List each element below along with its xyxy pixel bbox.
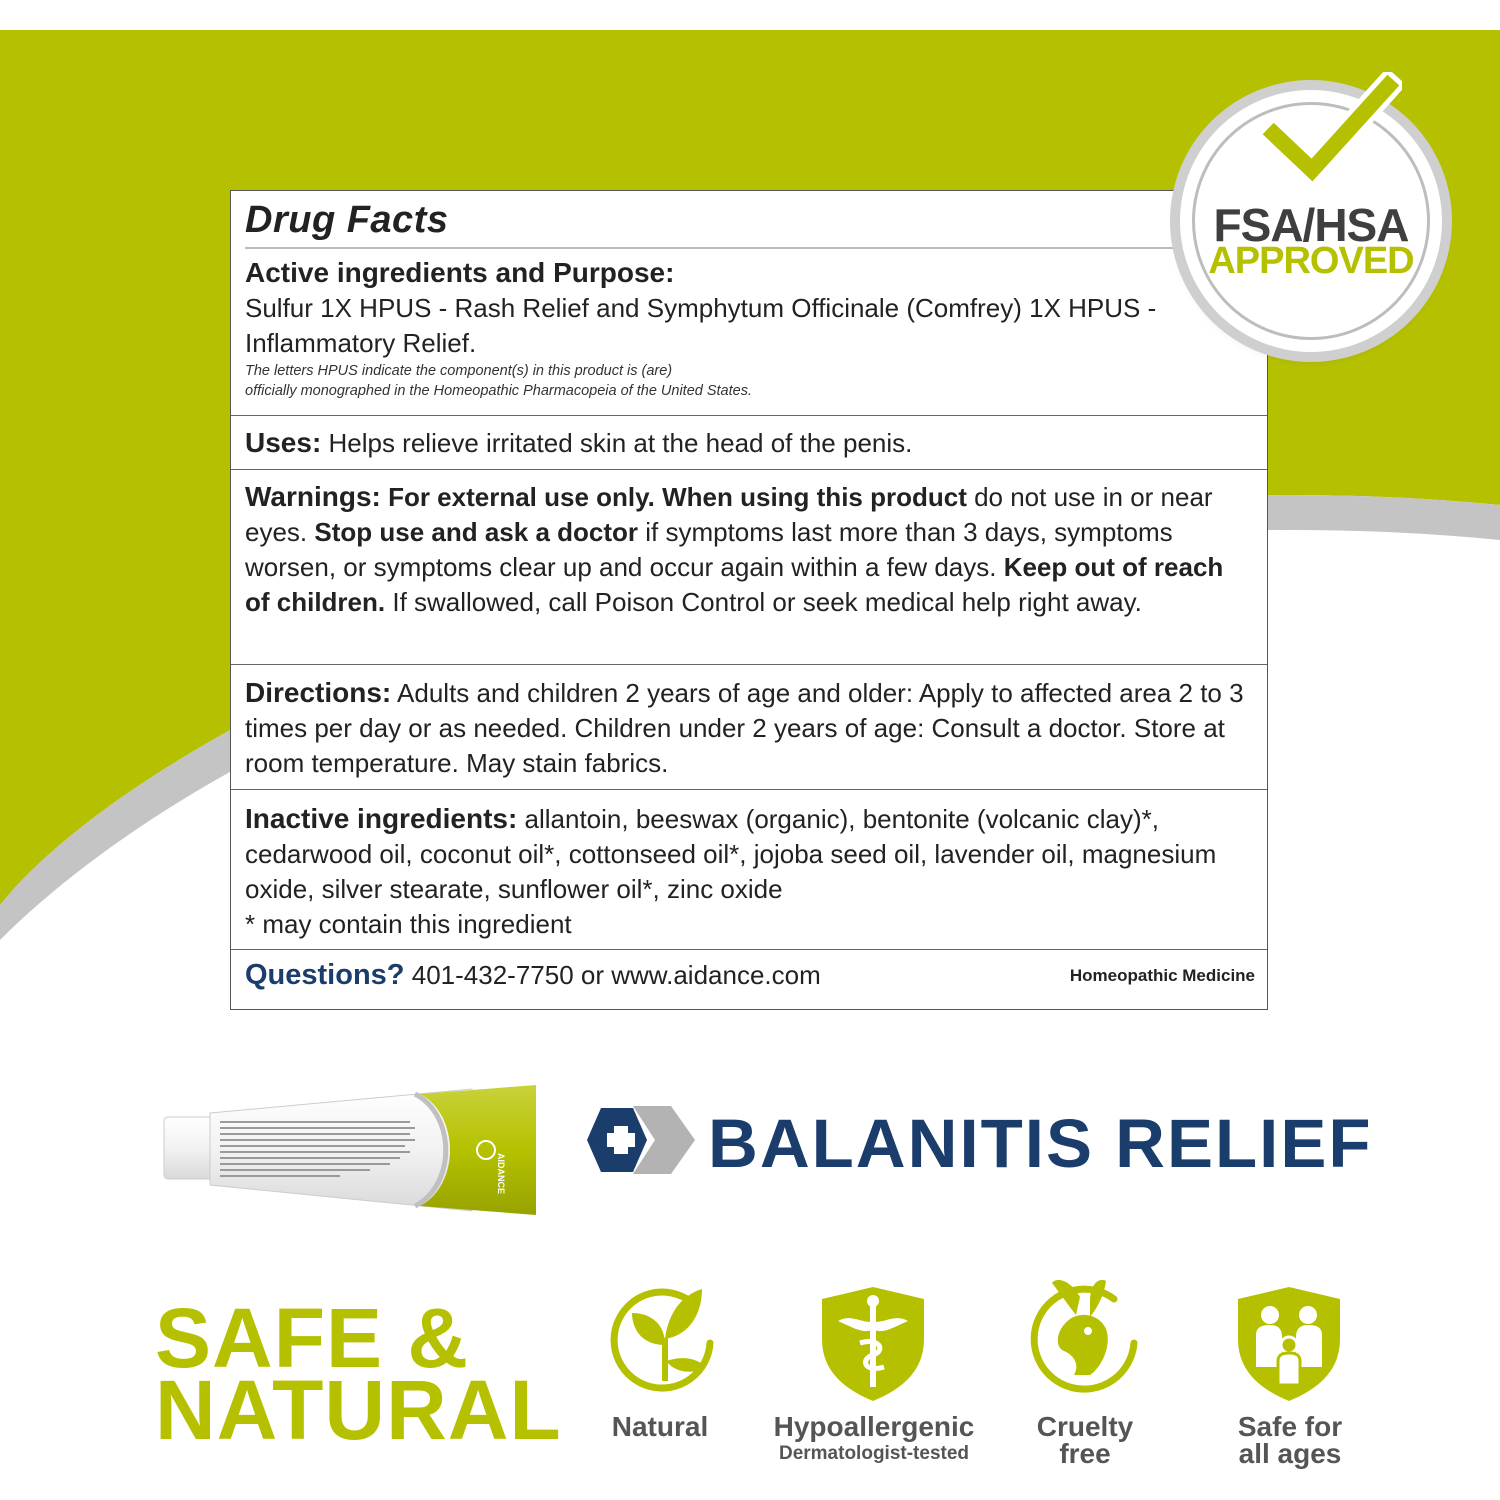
warnings-bold-1: For external use only. When using this product xyxy=(380,482,967,512)
free-text: free xyxy=(1059,1438,1111,1469)
cruelty-text: Cruelty xyxy=(1036,1411,1134,1442)
directions-text: Adults and children 2 years of age and older: Apply to affected area 2 to 3 times per day or as needed. Children under 2 years of age: Consult a doctor. Store at room temperature. May stain fabrics. xyxy=(245,678,1244,778)
warnings-section xyxy=(231,479,1267,620)
rabbit-icon xyxy=(1030,1275,1145,1400)
warnings-bold-2: Stop use and ask a doctor xyxy=(307,517,639,547)
inactive-ingredients-section xyxy=(231,801,1267,942)
inactive-footnote: * may contain this ingredient xyxy=(245,909,572,939)
safe-natural-title xyxy=(155,1291,562,1457)
active-ingredients-text: Sulfur 1X HPUS - Rash Relief and Symphytum Officinale (Comfrey) 1X HPUS - Inflammatory Relief. xyxy=(245,293,1157,358)
all-ages-text: all ages xyxy=(1238,1438,1342,1469)
family-shield-icon xyxy=(1234,1285,1344,1403)
safe-for-text: Safe for xyxy=(1237,1411,1343,1442)
product-tube-image xyxy=(160,1085,540,1215)
section-divider xyxy=(231,789,1267,790)
hypoallergenic-text: Hypoallergenic xyxy=(773,1411,975,1442)
warnings-bold-3: Keep out of reach of children. xyxy=(245,552,1224,617)
hpus-note-line2: officially monographed in the Homeopathic Pharmacopeia of the United States. xyxy=(245,383,752,399)
hpus-note-line1: The letters HPUS indicate the component(s) in this product is (are) xyxy=(245,363,673,379)
tube-brand-text: AIDANCE xyxy=(496,1153,506,1195)
safe-title-line1: SAFE & xyxy=(155,1291,470,1385)
questions-section xyxy=(231,959,1267,992)
checkmark-icon xyxy=(1262,72,1402,192)
active-ingredients-section xyxy=(231,257,1267,401)
section-divider xyxy=(231,664,1267,665)
safe-title-line2: NATURAL xyxy=(155,1363,562,1457)
warnings-text-3: If swallowed, call Poison Control or seek medical help right away. xyxy=(385,587,1142,617)
section-divider xyxy=(231,949,1267,950)
feature-label-safe-all-ages xyxy=(1220,1413,1360,1467)
warnings-text-1: do not use in or near eyes. xyxy=(245,482,1213,547)
dermatologist-tested-text: Dermatologist-tested xyxy=(778,1443,970,1464)
warnings-text-2: if symptoms last more than 3 days, symptoms worsen, or symptoms clear up and occur again within a few days. xyxy=(245,517,1173,582)
leaf-icon xyxy=(610,1283,720,1398)
uses-section xyxy=(231,425,1267,461)
questions-label: Questions? xyxy=(245,959,405,991)
feature-label-natural: Natural xyxy=(611,1411,709,1442)
medical-arrow-logo-icon xyxy=(585,1100,700,1180)
inactive-label: Inactive ingredients: xyxy=(245,803,518,834)
uses-label: Uses: xyxy=(245,427,322,458)
warnings-label: Warnings: xyxy=(245,481,381,512)
balanitis-relief-title: BALANITIS RELIEF xyxy=(708,1105,1373,1182)
drug-facts-title: Drug Facts xyxy=(245,199,449,241)
drug-facts-panel xyxy=(230,190,1268,1010)
uses-text: Helps relieve irritated skin at the head of the penis. xyxy=(321,428,913,458)
feature-label-cruelty-free xyxy=(1020,1413,1150,1467)
directions-label: Directions: xyxy=(245,677,392,708)
section-divider xyxy=(231,469,1267,470)
directions-section xyxy=(231,675,1267,781)
homeopathic-medicine-label: Homeopathic Medicine xyxy=(1069,965,1255,985)
active-ingredients-heading: Active ingredients and Purpose: xyxy=(245,257,675,288)
section-divider xyxy=(231,415,1267,416)
badge-approved-text: APPROVED xyxy=(1208,240,1414,282)
feature-label-hypoallergenic xyxy=(756,1413,992,1467)
questions-text: 401-432-7750 or www.aidance.com xyxy=(404,960,821,990)
title-rule xyxy=(245,247,1187,249)
inactive-text: allantoin, beeswax (organic), bentonite (volcanic clay)*, cedarwood oil, coconut oil*, cottonseed oil*, jojoba seed oil, lavender oil, magnesium oxide, silver stearate, sunflower oil*, zinc oxide xyxy=(245,804,1217,904)
caduceus-shield-icon xyxy=(818,1285,928,1403)
badge-fsa-text: FSA/HSA xyxy=(1213,199,1409,251)
